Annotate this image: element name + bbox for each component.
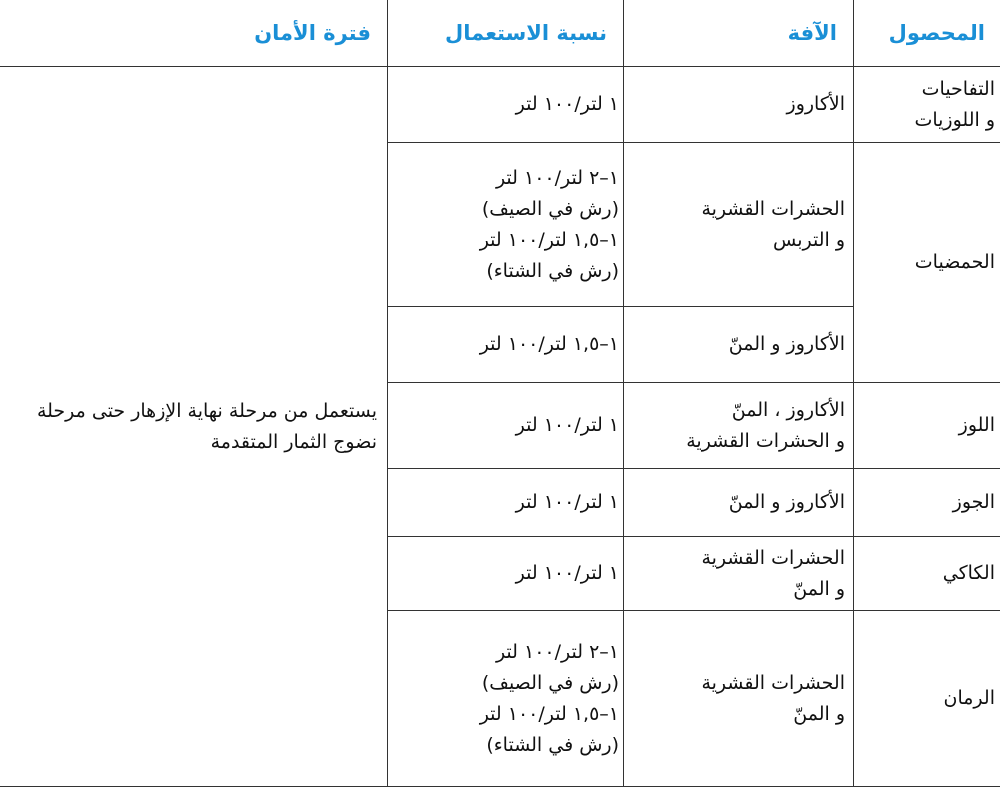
rate-cell: [388, 611, 624, 787]
pest-line: الحشرات القشرية: [632, 194, 845, 225]
rate-line: ١–٢ لتر/١٠٠ لتر: [396, 163, 619, 194]
rate-cell: [388, 469, 624, 537]
crop-cell: [854, 67, 1000, 143]
rate-cell: [388, 143, 624, 307]
rate-line: (رش في الصيف): [396, 668, 619, 699]
pest-line: الأكاروز: [632, 89, 845, 120]
pest-line: و الحشرات القشرية: [632, 426, 845, 457]
header-pest: الآفة: [624, 0, 854, 67]
rate-cell: [388, 537, 624, 611]
pest-line: الأكاروز ، المنّ: [632, 395, 845, 426]
header-crop: المحصول: [854, 0, 1000, 67]
safety-line: نضوج الثمار المتقدمة: [8, 427, 377, 458]
crop-line: الكاكي: [862, 558, 995, 589]
pest-line: الأكاروز و المنّ: [632, 329, 845, 360]
crop-line: الجوز: [862, 487, 995, 518]
table-row: [0, 67, 1000, 143]
pest-line: و المنّ: [632, 699, 845, 730]
table-header-row: [0, 0, 1000, 67]
rate-line: ١–١,٥ لتر/١٠٠ لتر: [396, 329, 619, 360]
rate-line: ١ لتر/١٠٠ لتر: [396, 487, 619, 518]
pest-cell: [624, 143, 854, 307]
pest-cell: [624, 469, 854, 537]
crop-cell: [854, 143, 1000, 383]
safety-period-cell: [0, 67, 388, 787]
rate-line: ١ لتر/١٠٠ لتر: [396, 410, 619, 441]
crop-line: الحمضيات: [862, 247, 995, 278]
rate-line: ١–١,٥ لتر/١٠٠ لتر: [396, 225, 619, 256]
header-rate: نسبة الاستعمال: [388, 0, 624, 67]
pest-line: الحشرات القشرية: [632, 668, 845, 699]
pest-cell: [624, 537, 854, 611]
crop-cell: [854, 469, 1000, 537]
pest-line: الحشرات القشرية: [632, 543, 845, 574]
rate-line: ١–١,٥ لتر/١٠٠ لتر: [396, 699, 619, 730]
pest-cell: [624, 611, 854, 787]
safety-line: يستعمل من مرحلة نهاية الإزهار حتى مرحلة: [8, 396, 377, 427]
rate-line: ١–٢ لتر/١٠٠ لتر: [396, 637, 619, 668]
crop-line: و اللوزيات: [862, 105, 995, 136]
pest-cell: [624, 383, 854, 469]
pest-line: و التربس: [632, 225, 845, 256]
crop-line: اللوز: [862, 410, 995, 441]
rate-line: ١ لتر/١٠٠ لتر: [396, 558, 619, 589]
rate-cell: [388, 67, 624, 143]
rate-line: (رش في الصيف): [396, 194, 619, 225]
crop-line: الرمان: [862, 683, 995, 714]
header-safety-period: فترة الأمان: [0, 0, 388, 67]
crop-cell: [854, 611, 1000, 787]
rate-line: ١ لتر/١٠٠ لتر: [396, 89, 619, 120]
crop-line: التفاحيات: [862, 74, 995, 105]
rate-cell: [388, 307, 624, 383]
pest-line: الأكاروز و المنّ: [632, 487, 845, 518]
crop-cell: [854, 383, 1000, 469]
pest-cell: [624, 307, 854, 383]
rate-cell: [388, 383, 624, 469]
pest-cell: [624, 67, 854, 143]
rate-line: (رش في الشتاء): [396, 256, 619, 287]
rate-line: (رش في الشتاء): [396, 730, 619, 761]
crop-cell: [854, 537, 1000, 611]
pest-line: و المنّ: [632, 574, 845, 605]
